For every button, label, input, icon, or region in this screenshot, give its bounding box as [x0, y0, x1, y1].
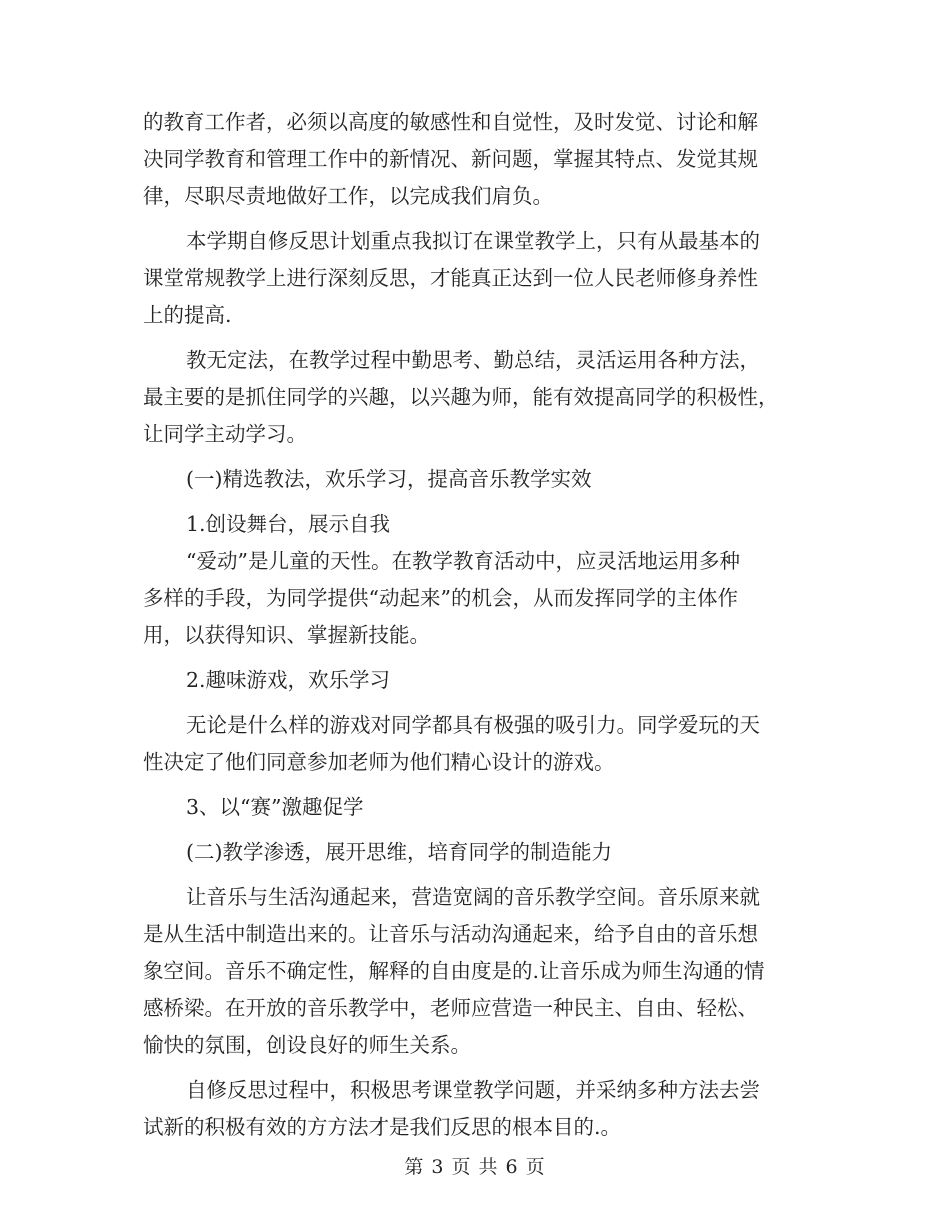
text-line: 象空间。音乐不确定性，解释的自由度是的.让音乐成为师生沟通的情 [143, 959, 765, 983]
text-line: 无论是什么样的游戏对同学都具有极强的吸引力。同学爱玩的天 [186, 713, 760, 737]
paragraph [143, 1072, 807, 1146]
text-line: 感桥梁。在开放的音乐教学中，老师应营造一种民主、自由、轻松、 [143, 996, 758, 1020]
text-line: “爱动”是儿童的天性。在教学教育活动中，应灵活地运用多种 [186, 549, 740, 573]
text-line: 性决定了他们同意参加老师为他们精心设计的游戏。 [143, 750, 615, 774]
paragraph [143, 879, 807, 1064]
text-line: 用，以获得知识、掌握新技能。 [143, 623, 430, 647]
section-heading [143, 834, 807, 871]
paragraph [143, 342, 807, 453]
text-line: 律，尽职尽责地做好工作，以完成我们肩负。 [143, 184, 553, 208]
heading-text: (二)教学渗透，展开思维，培育同学的制造能力 [186, 840, 612, 864]
paragraph [143, 223, 807, 334]
text-line: 决同学教育和管理工作中的新情况、新问题，掌握其特点、发觉其规 [143, 147, 758, 171]
text-line: 上的提高. [143, 303, 232, 327]
text-line: 多样的手段，为同学提供“动起来”的机会，从而发挥同学的主体作 [143, 586, 738, 610]
text-line: 是从生活中制造出来的。让音乐与活动沟通起来，给予自由的音乐想 [143, 922, 758, 946]
text-line: 愉快的氛围，创设良好的师生关系。 [143, 1033, 471, 1057]
heading-text: 3、以“赛”激趣促学 [186, 795, 364, 819]
subsection-heading [143, 506, 807, 543]
text-line: 让音乐与生活沟通起来，营造宽阔的音乐教学空间。音乐原来就 [186, 885, 760, 909]
text-line: 课堂常规教学上进行深刻反思，才能真正达到一位人民老师修身养性 [143, 266, 758, 290]
paragraph [143, 707, 807, 781]
subsection-heading [143, 662, 807, 699]
text-line: 让同学主动学习。 [143, 422, 307, 446]
text-line: 试新的积极有效的方方法才是我们反思的根本目的.。 [143, 1115, 622, 1139]
text-line: 的教育工作者，必须以高度的敏感性和自觉性，及时发觉、讨论和解 [143, 110, 758, 134]
paragraph [143, 543, 807, 654]
heading-text: 1.创设舞台，展示自我 [186, 512, 391, 536]
section-heading [143, 461, 807, 498]
text-line: 教无定法，在教学过程中勤思考、勤总结，灵活运用各种方法， [186, 348, 760, 372]
heading-text: 2.趣味游戏，欢乐学习 [186, 668, 391, 692]
heading-text: (一)精选教法，欢乐学习，提高音乐教学实效 [186, 467, 592, 491]
text-line: 最主要的是抓住同学的兴趣，以兴趣为师，能有效提高同学的积极性， [143, 385, 779, 409]
text-line: 本学期自修反思计划重点我拟订在课堂教学上，只有从最基本的 [186, 229, 760, 253]
text-line: 自修反思过程中，积极思考课堂教学问题，并采纳多种方法去尝 [186, 1078, 760, 1102]
subsection-heading [143, 789, 807, 826]
paragraph [143, 104, 807, 215]
document-body [143, 104, 807, 1146]
page-number-footer: 第 3 页 共 6 页 [404, 1156, 546, 1178]
